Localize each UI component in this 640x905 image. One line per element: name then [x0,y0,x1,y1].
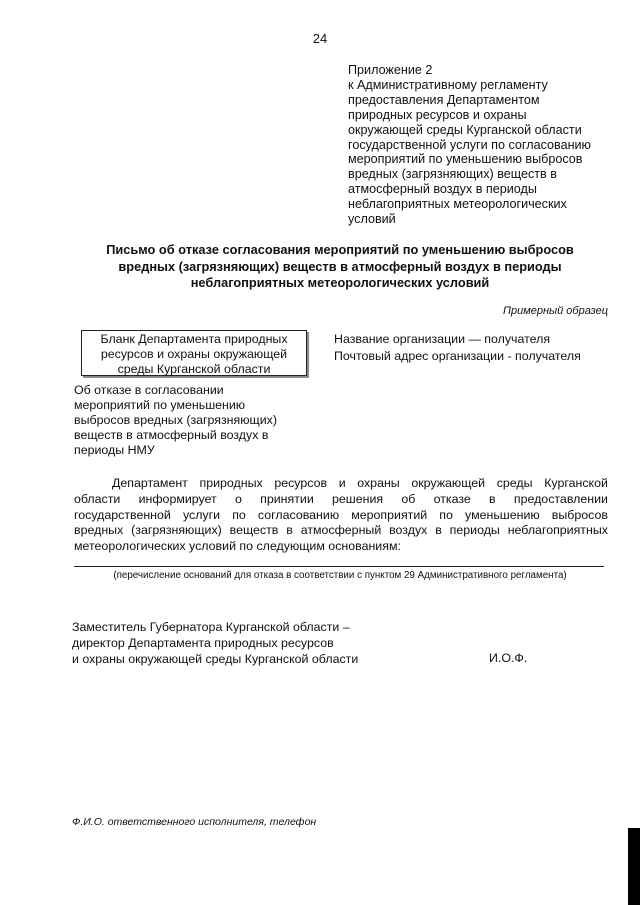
title-line: вредных (загрязняющих) веществ в атмосферный воздух в периоды [118,258,562,274]
subject-line: выбросов вредных (загрязняющих) [74,413,277,427]
body-word: предоставлении [513,491,608,506]
body-word: периоды [449,523,500,538]
body-word: и [338,476,346,490]
appendix-line: вредных (загрязняющих) веществ в [348,167,557,182]
body-word: в [286,523,293,538]
body-line [74,492,608,508]
grounds-caption: (перечисление оснований для отказа в соответствии с пунктом 29 Административного регламента) [113,570,567,581]
letterhead-line: среды Курганской области [117,362,271,376]
body-word: по [232,507,246,522]
signer-block [72,619,358,667]
appendix-line: к Административному регламенту [348,77,548,92]
document-title [60,242,620,292]
body-word: согласованию [257,507,340,522]
letter-body [74,476,608,555]
body-word: (загрязняющих) [131,523,222,538]
body-word: области [74,491,121,506]
body-line [74,476,608,492]
body-word: по [439,507,453,522]
letterhead-line: Бланк Департамента природных [100,332,288,346]
recipient-block [334,331,581,364]
body-word: принятии [260,491,314,506]
body-word: Департамент [112,476,188,490]
body-word: ресурсов [274,476,328,490]
body-word: неблагоприятных [507,523,608,538]
body-word: решения [332,491,384,506]
title-line: Письмо об отказе согласования мероприятий по уменьшению выбросов [106,242,574,257]
body-word: об [401,491,416,506]
body-word: окружающей [411,476,486,490]
body-word: выбросов [551,507,608,522]
appendix-line: атмосферный воздух в периоды [348,182,537,197]
body-word: воздух [389,523,428,538]
subject-line: веществ в атмосферный воздух в [74,428,269,442]
body-word: информирует [138,491,217,506]
body-word: отказе [433,491,471,506]
body-word: атмосферный [300,523,382,538]
signer-initials: И.О.Ф. [489,651,528,665]
body-word: в [489,491,496,506]
appendix-line: условий [348,212,396,227]
body-word: Курганской [544,476,608,490]
body-word: государственной [74,507,171,522]
body-word: природных [199,476,263,490]
subject-line: периоды НМУ [74,443,155,457]
recipient-name: Название организации — получателя [334,332,551,346]
body-word: уменьшению [465,507,540,522]
body-word: охраны [357,476,400,490]
subject-line: Об отказе в согласовании [74,383,224,397]
body-word: веществ [229,523,279,538]
scan-edge-bar [628,828,640,905]
body-line [74,523,608,539]
appendix-line: неблагоприятных метеорологических [348,197,567,212]
appendix-line: Приложение 2 [348,63,433,77]
subject-line: мероприятий по уменьшению [74,398,246,412]
body-word: среды [496,476,533,490]
appendix-line: предоставления Департаментом [348,92,540,107]
signer-line: Заместитель Губернатора Курганской области – [72,620,350,634]
appendix-line: государственной услуги по согласованию [348,137,592,152]
body-line [74,508,608,524]
body-word: мероприятий [351,507,428,522]
subject-block [74,383,314,458]
appendix-line: природных ресурсов и охраны [348,107,527,122]
letterhead-line: ресурсов и охраны окружающей [100,347,288,361]
body-word: в [435,523,442,538]
body-line: метеорологических условий по следующим основаниям: [74,539,401,554]
body-word: услуги [182,507,221,522]
sample-label: Примерный образец [503,305,608,317]
recipient-address: Почтовый адрес организации - получателя [334,348,581,363]
body-word: вредных [74,523,124,538]
letterhead-box [81,330,307,376]
signer-line: и охраны окружающей среды Курганской области [72,652,359,666]
grounds-blank-line [74,566,604,567]
appendix-line: окружающей среды Курганской области [348,122,582,137]
title-line: неблагоприятных метеорологических условий [190,275,490,290]
appendix-line: мероприятий по уменьшению выбросов [348,152,583,167]
body-word: о [235,491,242,506]
signer-line: директор Департамента природных ресурсов [72,636,334,650]
appendix-header [348,63,608,227]
executor-note: Ф.И.О. ответственного исполнителя, телефон [72,816,317,828]
page-number: 24 [312,31,328,46]
